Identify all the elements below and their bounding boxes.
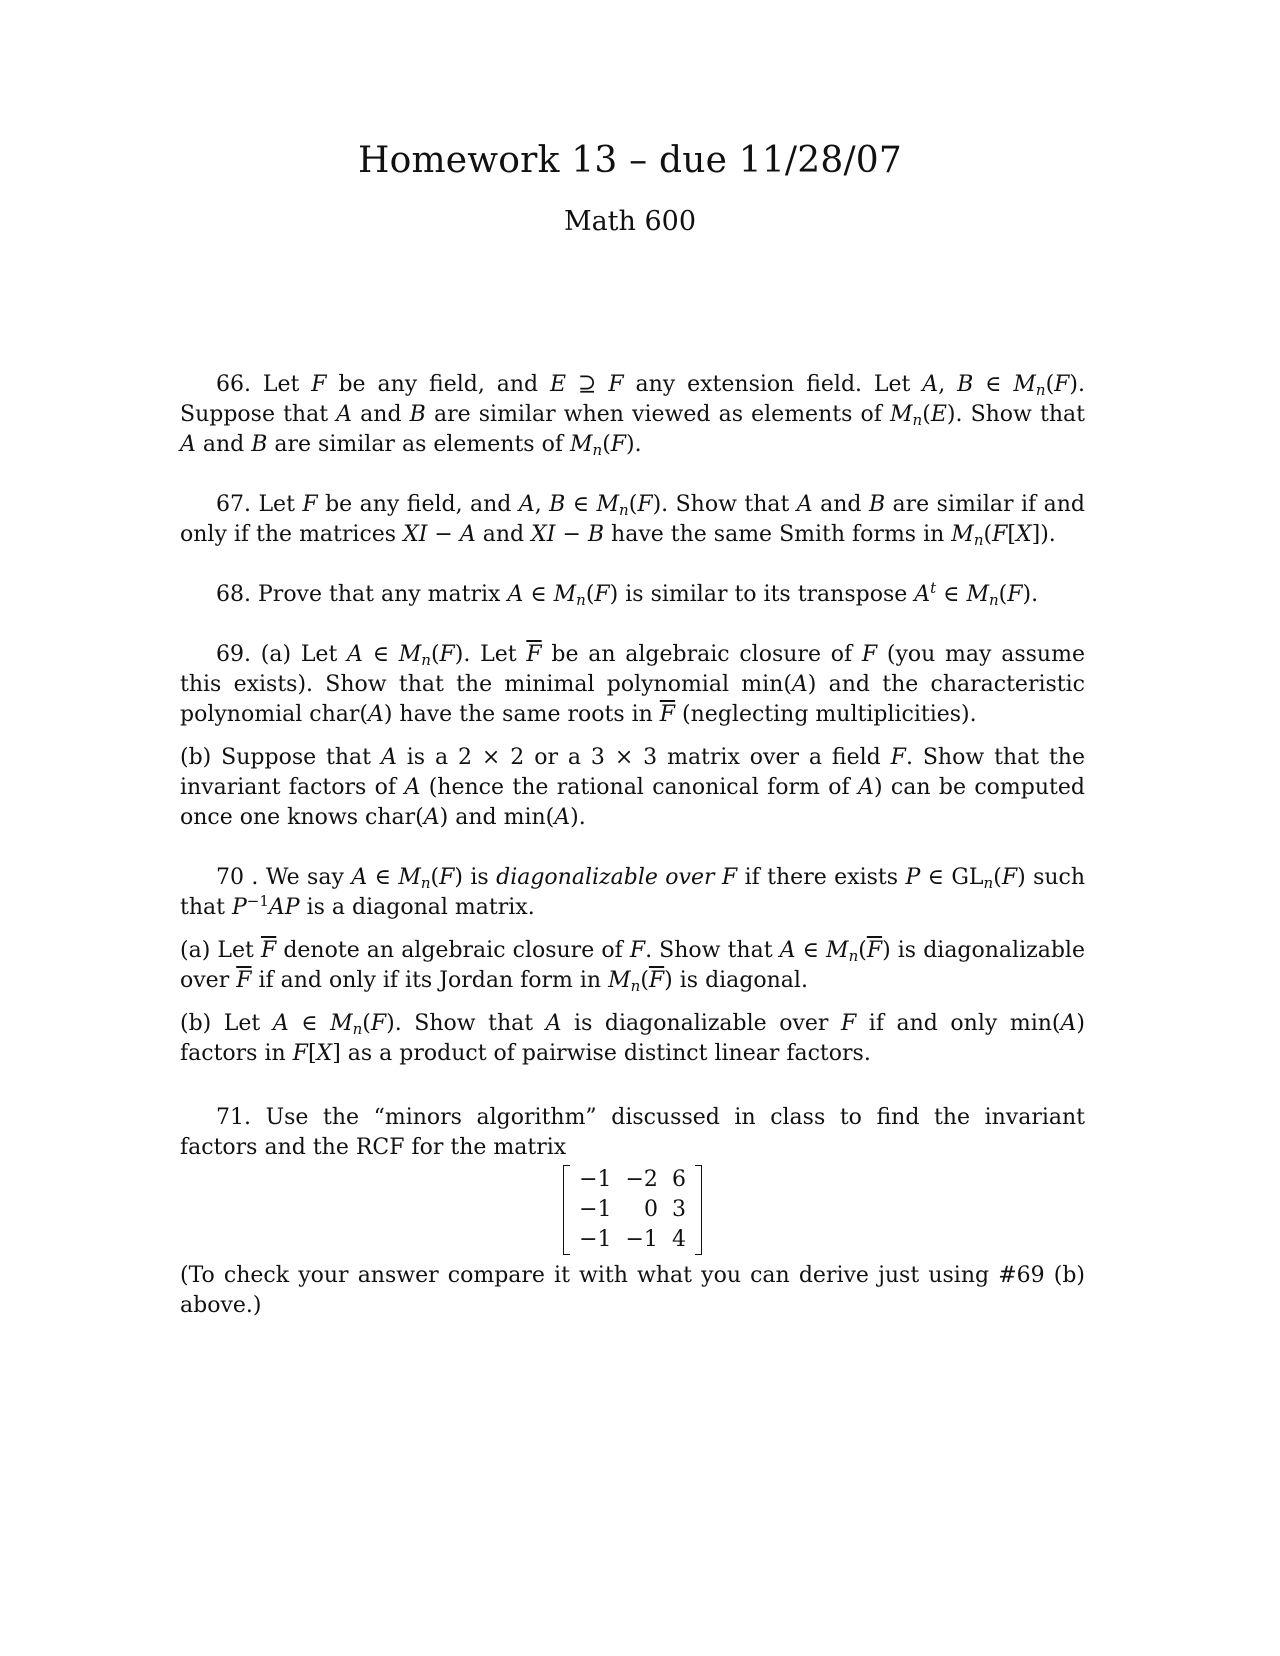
matrix-cell: −2 [625,1167,658,1192]
problem-list [180,370,1085,1321]
problem-number: 68. [216,582,251,607]
matrix-brackets [563,1165,702,1255]
matrix-row [572,1225,693,1255]
matrix-cell: 3 [671,1197,686,1222]
matrix-cell: 6 [671,1167,686,1192]
emphasis-term: diagonalizable over F [496,865,738,890]
matrix-cell: −1 [625,1227,658,1252]
matrix-row [572,1195,693,1225]
page-title: Homework 13 – due 11/28/07 [357,140,903,181]
part-label: (b) [180,1011,212,1036]
matrix-cell: −1 [579,1227,612,1252]
problem-number: 71. [216,1105,251,1130]
problem-69-a: 69. (a) Let A ∈ $M_n(F)$. Let $\overline{F}$ be an algebraic closure of F (you may assume this exists). Show that the minimal polynomial min(A) and the characteristic polynomial char(A) have the same roots in $\overline{F}$ (neglecting multiplicities). [180,642,1085,727]
part-label: (a) [180,938,211,963]
problem-66: 66. Let F be any field, and E ⊇ F any extension field. Let A, B ∈ $M_n(F)$. Suppose that A and B are similar when viewed as elements of $M_n(E)$. Show that A and B are similar as elements of $M_n(F)$. [180,372,1085,459]
problem-70: 70 . We say A ∈ $M_n(F)$ is diagonalizable over F if there exists P ∈ $GL_n(F)$ such that $P^{-1}AP$ is a diagonal matrix. [180,865,1086,920]
problem-71-check: (To check your answer compare it with what you can derive just using #69 (b) above.) [180,1263,1085,1318]
problem-number: 66. [216,372,251,397]
problem-71: 71. Use the “minors algorithm” discussed in class to find the invariant factors and the RCF for the matrix [180,1105,1085,1160]
problem-number: 70 . [216,865,259,890]
problem-69-b: (b) Suppose that A is a 2 × 2 or a 3 × 3 matrix over a field F. Show that the invariant factors of A (hence the rational canonical form of A) can be computed once one knows char(A) and min(A). [180,745,1085,830]
matrix-table [572,1165,693,1255]
problem-number: 69. [216,642,251,667]
matrix-cell: −1 [579,1167,612,1192]
problem-70-b: (b) Let A ∈ $M_n(F)$. Show that A is diagonalizable over F if and only min(A) factors in F[X] as a product of pairwise distinct linear factors. [180,1011,1085,1066]
matrix-cell: 0 [643,1197,658,1222]
matrix-display [180,1165,1085,1255]
problem-67: 67. Let F be any field, and A, B ∈ $M_n(F)$. Show that A and B are similar if and only if the matrices XI − A and XI − B have the same Smith forms in $M_n(F[X])$. [180,492,1085,549]
algorithm-name: “minors algorithm” [373,1105,597,1130]
part-label: (b) [180,745,212,770]
problem-number: 67. [216,492,251,517]
matrix-cell: 4 [671,1227,686,1252]
problem-68: 68. Prove that any matrix A ∈ $M_n(F)$ is similar to its transpose $A^t$ ∈ $M_n(F)$. [216,579,1039,609]
course-name: Math 600 [563,206,697,237]
problem-70-a: (a) Let $\overline{F}$ denote an algebraic closure of F. Show that A ∈ $M_n(\overline{F})$ is diagonalizable over $\overline{F}$ if and only if its Jordan form in $M_n(\overline{F})$ is diagonal. [180,938,1085,995]
part-label: (a) [260,642,292,667]
matrix-cell: −1 [579,1197,612,1222]
matrix-row [572,1165,693,1195]
